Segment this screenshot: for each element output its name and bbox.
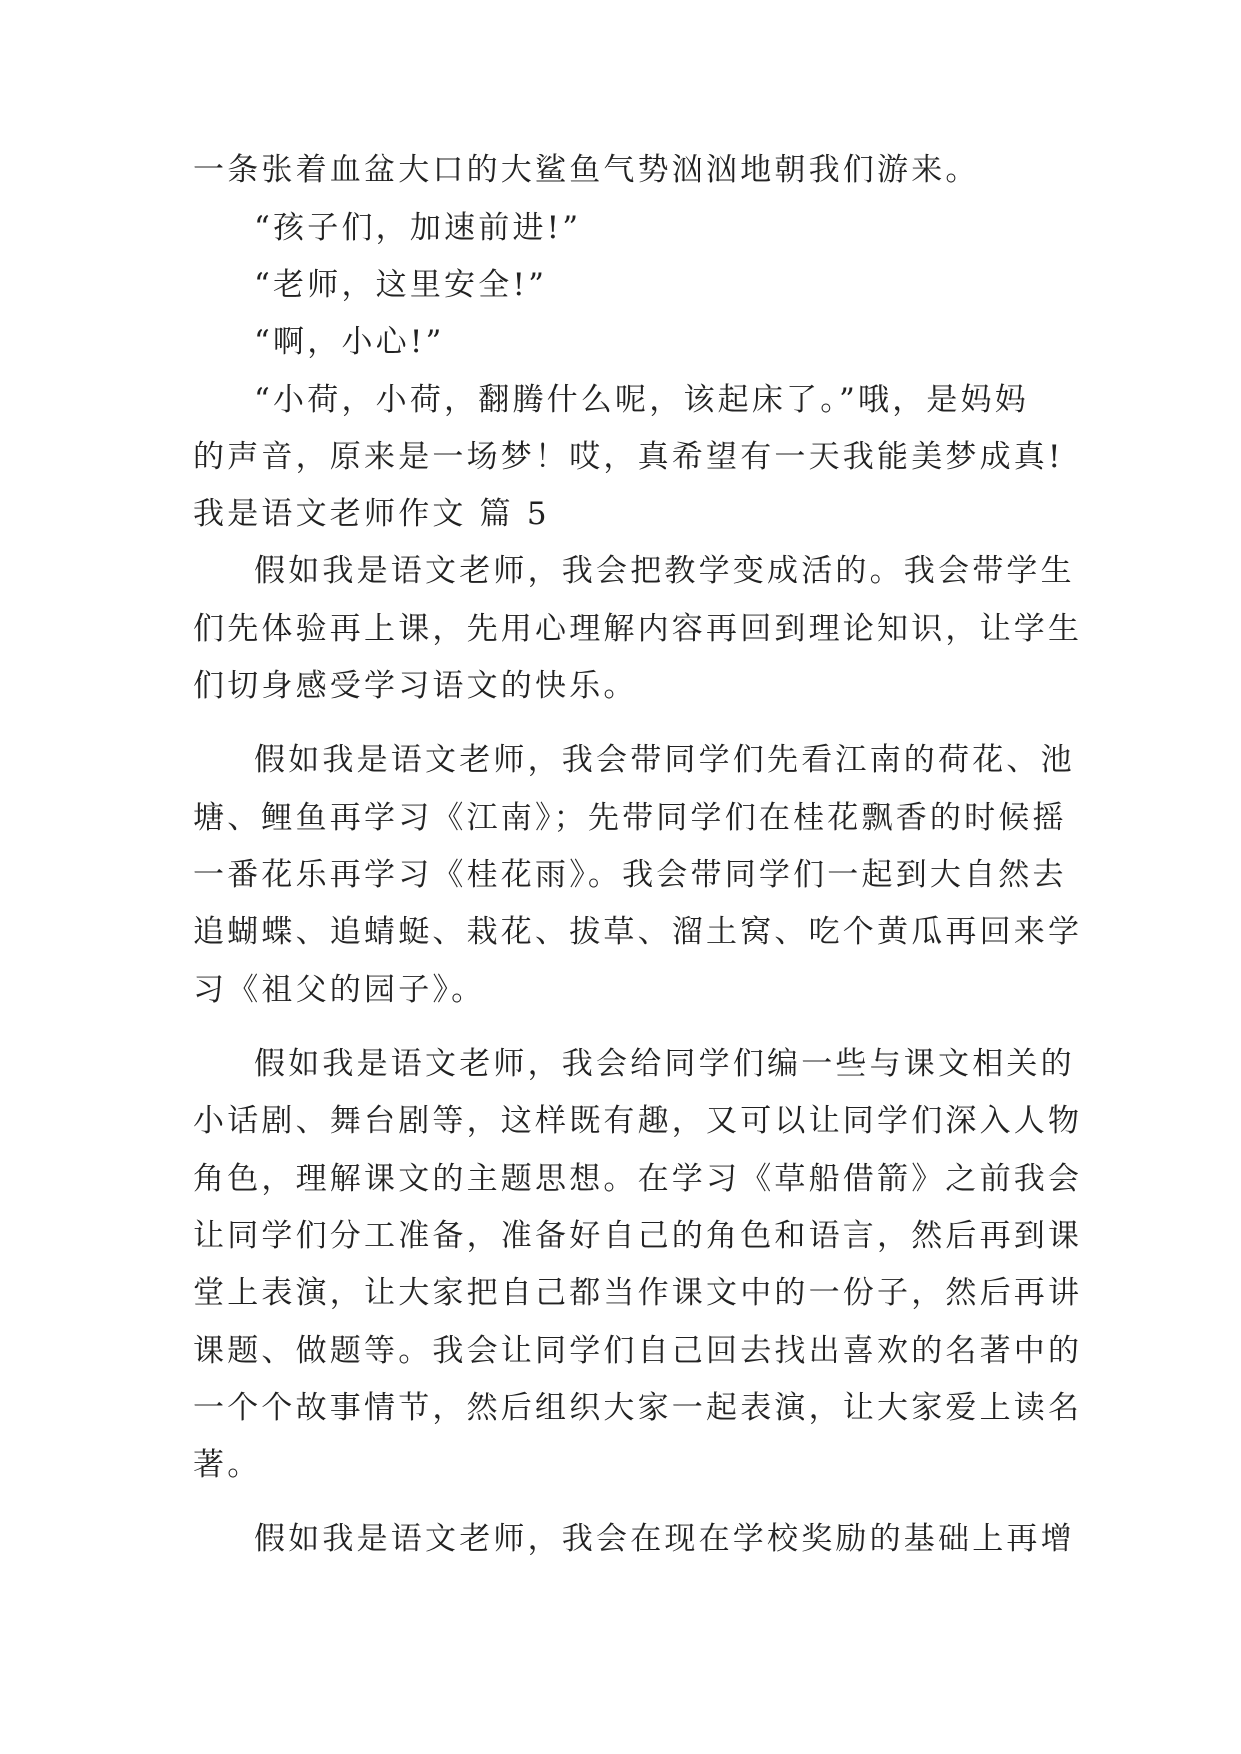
paragraph-first-line: 假如我是语文老师，我会给同学们编一些与课文相关的	[254, 1046, 1075, 1082]
text-line: 一番花乐再学习《桂花雨》。我会带同学们一起到大自然去	[193, 857, 1067, 893]
text-line: 角色，理解课文的主题思想。在学习《草船借箭》之前我会	[193, 1161, 1083, 1197]
dialogue-line: “孩子们，加速前进!”	[254, 210, 582, 246]
dialogue-line: “老师，这里安全!”	[254, 267, 548, 303]
text-line: 让同学们分工准备，准备好自己的角色和语言，然后再到课	[193, 1218, 1083, 1254]
text-line: 堂上表演，让大家把自己都当作课文中的一份子，然后再讲	[193, 1275, 1083, 1311]
paragraph-first-line: “小荷，小荷，翻腾什么呢，该起床了。”哦，是妈妈	[254, 382, 1029, 418]
text-line: 著。	[193, 1447, 262, 1483]
text-line: 的声音，原来是一场梦！哎，真希望有一天我能美梦成真!	[193, 439, 1064, 475]
text-line: 追蝴蝶、追蜻蜓、栽花、拔草、溜土窝、吃个黄瓜再回来学	[193, 914, 1083, 950]
text-line: 一条张着血盆大口的大鲨鱼气势汹汹地朝我们游来。	[193, 152, 980, 188]
paragraph-first-line: 假如我是语文老师，我会带同学们先看江南的荷花、池	[254, 742, 1075, 778]
text-line: 一个个故事情节，然后组织大家一起表演，让大家爱上读名	[193, 1390, 1083, 1426]
text-line: 们切身感受学习语文的快乐。	[193, 668, 638, 704]
text-line: 习《祖父的园子》。	[193, 972, 486, 1008]
paragraph-first-line: 假如我是语文老师，我会把教学变成活的。我会带学生	[254, 553, 1075, 589]
text-line: 课题、做题等。我会让同学们自己回去找出喜欢的名著中的	[193, 1333, 1083, 1369]
text-line: 塘、鲤鱼再学习《江南》；先带同学们在桂花飘香的时候摇	[193, 800, 1067, 836]
paragraph-first-line: 假如我是语文老师，我会在现在学校奖励的基础上再增	[254, 1521, 1075, 1557]
section-heading: 我是语文老师作文 篇 5	[193, 496, 550, 532]
text-line: 们先体验再上课，先用心理解内容再回到理论知识，让学生	[193, 611, 1083, 647]
text-line: 小话剧、舞台剧等，这样既有趣，又可以让同学们深入人物	[193, 1103, 1083, 1139]
dialogue-line: “啊，小心!”	[254, 324, 445, 360]
